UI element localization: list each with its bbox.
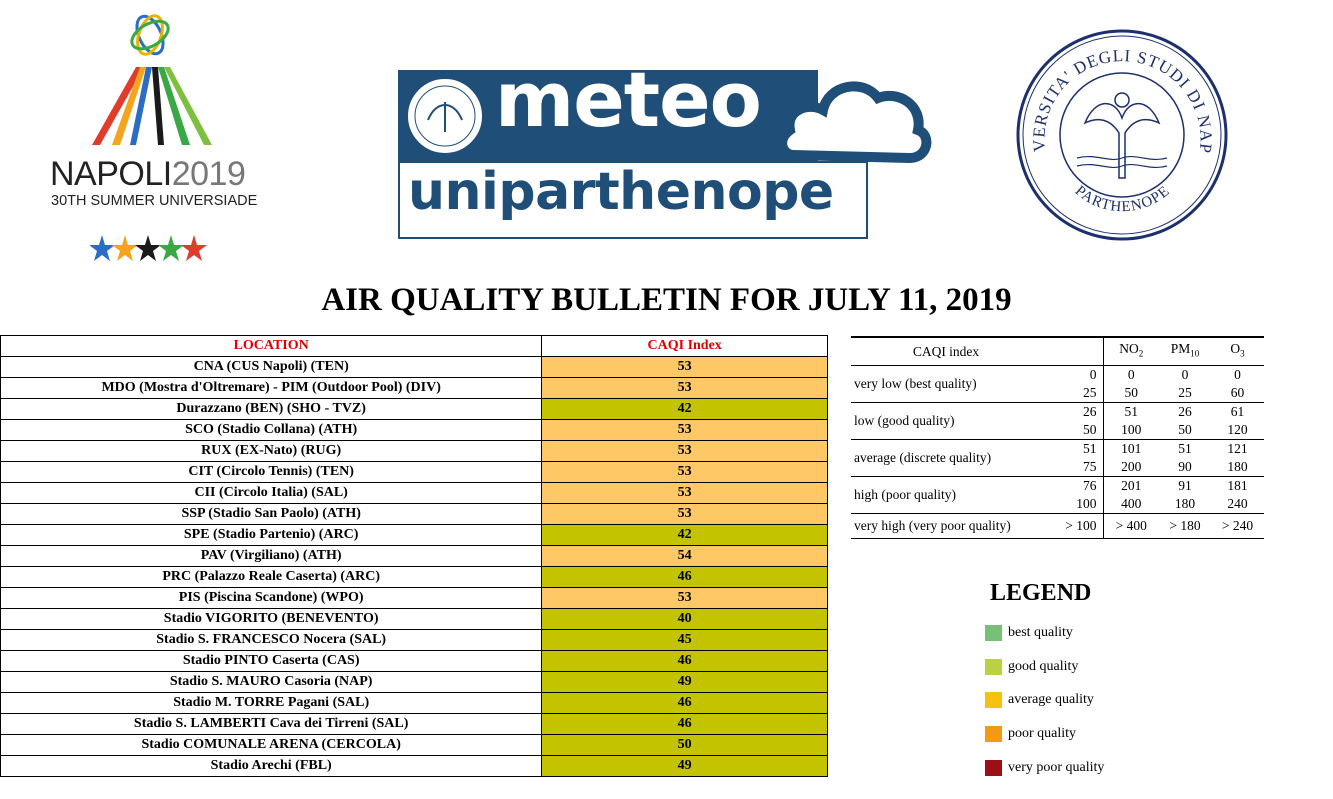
location-column-header: LOCATION (1, 336, 542, 357)
location-cell: SSP (Stadio San Paolo) (ATH) (1, 504, 542, 525)
pm10-header: $PM_{10}$ (1159, 337, 1211, 366)
no2-range-cell: 200 (1103, 458, 1159, 477)
caqi-level-row (851, 366, 1264, 385)
table-row (1, 399, 828, 420)
caqi-range-cell: 26 (1041, 403, 1103, 422)
legend-swatch (985, 625, 1002, 641)
caqi-value-cell: 46 (542, 567, 828, 588)
caqi-range-cell: > 100 (1041, 514, 1103, 539)
uniparthenope-wordmark: uniparthenope (408, 162, 834, 222)
no2-range-cell: 201 (1121, 478, 1142, 493)
napoli-wordmark: NAPOLI2019 (50, 155, 246, 193)
caqi-value-cell: 54 (542, 546, 828, 567)
legend-item (985, 658, 1078, 676)
caqi-value-cell: 46 (542, 693, 828, 714)
caqi-value-cell: 53 (542, 588, 828, 609)
meteo-wordmark: meteo (495, 55, 761, 144)
o3-range-cell: 180 (1211, 458, 1264, 477)
location-cell: MDO (Mostra d'Oltremare) - PIM (Outdoor Pool) (DIV) (1, 378, 542, 399)
legend-item (985, 759, 1104, 777)
pm10-range-cell: 91 (1178, 478, 1192, 493)
table-row (1, 693, 828, 714)
caqi-value-cell: 46 (542, 651, 828, 672)
location-cell: SPE (Stadio Partenio) (ARC) (1, 525, 542, 546)
location-cell: Stadio S. MAURO Casoria (NAP) (1, 672, 542, 693)
caqi-level-row (851, 514, 1264, 539)
pm10-range-cell: > 180 (1159, 514, 1211, 539)
location-cell: Stadio PINTO Caserta (CAS) (1, 651, 542, 672)
caqi-value-cell: 42 (542, 399, 828, 420)
no2-range-cell: 100 (1103, 421, 1159, 440)
no2-range-cell: 0 (1127, 367, 1135, 382)
table-row (1, 756, 828, 777)
location-cell: RUX (EX-Nato) (RUG) (1, 441, 542, 462)
caqi-level-row (851, 477, 1264, 496)
caqi-value-cell: 49 (542, 672, 828, 693)
table-row (1, 420, 828, 441)
caqi-level-label: high (poor quality) (851, 477, 1041, 514)
table-row (1, 630, 828, 651)
table-row (1, 357, 828, 378)
svg-text:PARTHENOPE: PARTHENOPE (1071, 182, 1174, 216)
location-cell: PIS (Piscina Scandone) (WPO) (1, 588, 542, 609)
universiade-stars-icon (90, 233, 210, 269)
legend-swatch (985, 692, 1002, 708)
caqi-value-cell: 49 (542, 756, 828, 777)
table-row (1, 441, 828, 462)
caqi-value-cell: 53 (542, 483, 828, 504)
legend-title: LEGEND (990, 580, 1092, 606)
legend-label: good quality (1008, 659, 1079, 674)
caqi-value-cell: 53 (542, 420, 828, 441)
napoli-2019-logo (40, 5, 265, 270)
locations-table-header (1, 336, 828, 357)
location-cell: Stadio VIGORITO (BENEVENTO) (1, 609, 542, 630)
o3-range-cell: 240 (1211, 495, 1264, 514)
legend-label: poor quality (1008, 726, 1077, 741)
caqi-index-header: CAQI index (851, 337, 1041, 366)
location-cell: Stadio Arechi (FBL) (1, 756, 542, 777)
location-cell: CII (Circolo Italia) (SAL) (1, 483, 542, 504)
table-row (1, 504, 828, 525)
caqi-level-row (851, 440, 1264, 459)
location-cell: Stadio COMUNALE ARENA (CERCOLA) (1, 735, 542, 756)
no2-header: $NO_2$ (1103, 337, 1159, 366)
caqi-range-cell: 75 (1041, 458, 1103, 477)
caqi-value-cell: 53 (542, 504, 828, 525)
legend-swatch (985, 760, 1002, 776)
legend-label: best quality (1008, 625, 1073, 640)
no2-range-cell: 101 (1121, 441, 1142, 456)
table-row (1, 588, 828, 609)
pm10-range-cell: 25 (1159, 384, 1211, 403)
table-row (1, 525, 828, 546)
svg-text:UNIVERSITA' DEGLI STUDI DI NAP: VERSITA' DEGLI STUDI DI NAP (1029, 46, 1216, 155)
napoli-subtitle: 30TH SUMMER UNIVERSIADE (51, 193, 258, 209)
o3-header: $O_3$ (1211, 337, 1264, 366)
o3-range-cell: 60 (1211, 384, 1264, 403)
location-cell: PAV (Virgiliano) (ATH) (1, 546, 542, 567)
caqi-range-header (1041, 337, 1103, 366)
caqi-reference-header (851, 337, 1264, 366)
caqi-range-cell: 76 (1041, 477, 1103, 496)
location-cell: Durazzano (BEN) (SHO - TVZ) (1, 399, 542, 420)
o3-range-cell: 120 (1211, 421, 1264, 440)
o3-range-cell: 181 (1227, 478, 1248, 493)
bulletin-title: AIR QUALITY BULLETIN FOR JULY 11, 2019 (321, 282, 1012, 318)
caqi-value-cell: 53 (542, 378, 828, 399)
no2-range-cell: 50 (1103, 384, 1159, 403)
universiade-torch-icon (40, 5, 265, 155)
o3-range-cell: 0 (1234, 367, 1241, 382)
legend-item (985, 691, 1094, 709)
pm10-range-cell: 26 (1178, 404, 1192, 419)
location-cell: Stadio S. LAMBERTI Cava dei Tirreni (SAL) (1, 714, 542, 735)
table-row (1, 714, 828, 735)
locations-table (0, 335, 828, 777)
pm10-range-cell: 90 (1159, 458, 1211, 477)
pm10-range-cell: 180 (1159, 495, 1211, 514)
caqi-range-cell: 25 (1041, 384, 1103, 403)
o3-range-cell: 61 (1230, 404, 1245, 419)
university-seal-logo (1015, 28, 1230, 243)
table-row (1, 546, 828, 567)
legend-label: very poor quality (1008, 760, 1105, 775)
caqi-range-cell: 50 (1041, 421, 1103, 440)
caqi-value-cell: 53 (542, 441, 828, 462)
caqi-level-label: very high (very poor quality) (851, 514, 1041, 539)
location-cell: CIT (Circolo Tennis) (TEN) (1, 462, 542, 483)
o3-range-cell: 121 (1227, 441, 1248, 456)
caqi-value-cell: 46 (542, 714, 828, 735)
pm10-range-cell: 51 (1178, 441, 1192, 456)
caqi-level-row (851, 403, 1264, 422)
caqi-value-cell: 45 (542, 630, 828, 651)
legend-item (985, 624, 1073, 642)
caqi-level-label: low (good quality) (851, 403, 1041, 440)
location-cell: SCO (Stadio Collana) (ATH) (1, 420, 542, 441)
caqi-column-header: CAQI Index (542, 336, 828, 357)
no2-range-cell: > 400 (1103, 514, 1159, 539)
legend-swatch (985, 659, 1002, 675)
legend-swatch (985, 726, 1002, 742)
legend-item (985, 725, 1076, 743)
table-row (1, 483, 828, 504)
no2-range-cell: 51 (1124, 404, 1138, 419)
table-row (1, 378, 828, 399)
location-cell: PRC (Palazzo Reale Caserta) (ARC) (1, 567, 542, 588)
table-row (1, 462, 828, 483)
table-row (1, 651, 828, 672)
caqi-range-cell: 0 (1041, 366, 1103, 385)
caqi-range-cell: 51 (1041, 440, 1103, 459)
caqi-value-cell: 50 (542, 735, 828, 756)
table-row (1, 567, 828, 588)
table-row (1, 609, 828, 630)
caqi-value-cell: 53 (542, 357, 828, 378)
meteo-uniparthenope-logo (398, 40, 932, 240)
caqi-level-label: very low (best quality) (851, 366, 1041, 403)
location-cell: Stadio M. TORRE Pagani (SAL) (1, 693, 542, 714)
o3-range-cell: > 240 (1211, 514, 1264, 539)
caqi-reference-table (851, 336, 1264, 539)
table-row (1, 672, 828, 693)
legend-label: average quality (1008, 692, 1094, 707)
caqi-value-cell: 40 (542, 609, 828, 630)
pm10-range-cell: 50 (1159, 421, 1211, 440)
location-cell: CNA (CUS Napoli) (TEN) (1, 357, 542, 378)
caqi-value-cell: 53 (542, 462, 828, 483)
caqi-range-cell: 100 (1041, 495, 1103, 514)
no2-range-cell: 400 (1103, 495, 1159, 514)
caqi-value-cell: 42 (542, 525, 828, 546)
location-cell: Stadio S. FRANCESCO Nocera (SAL) (1, 630, 542, 651)
table-row (1, 735, 828, 756)
caqi-level-label: average (discrete quality) (851, 440, 1041, 477)
parthenope-seal-icon (1015, 28, 1230, 243)
pm10-range-cell: 0 (1181, 367, 1189, 382)
